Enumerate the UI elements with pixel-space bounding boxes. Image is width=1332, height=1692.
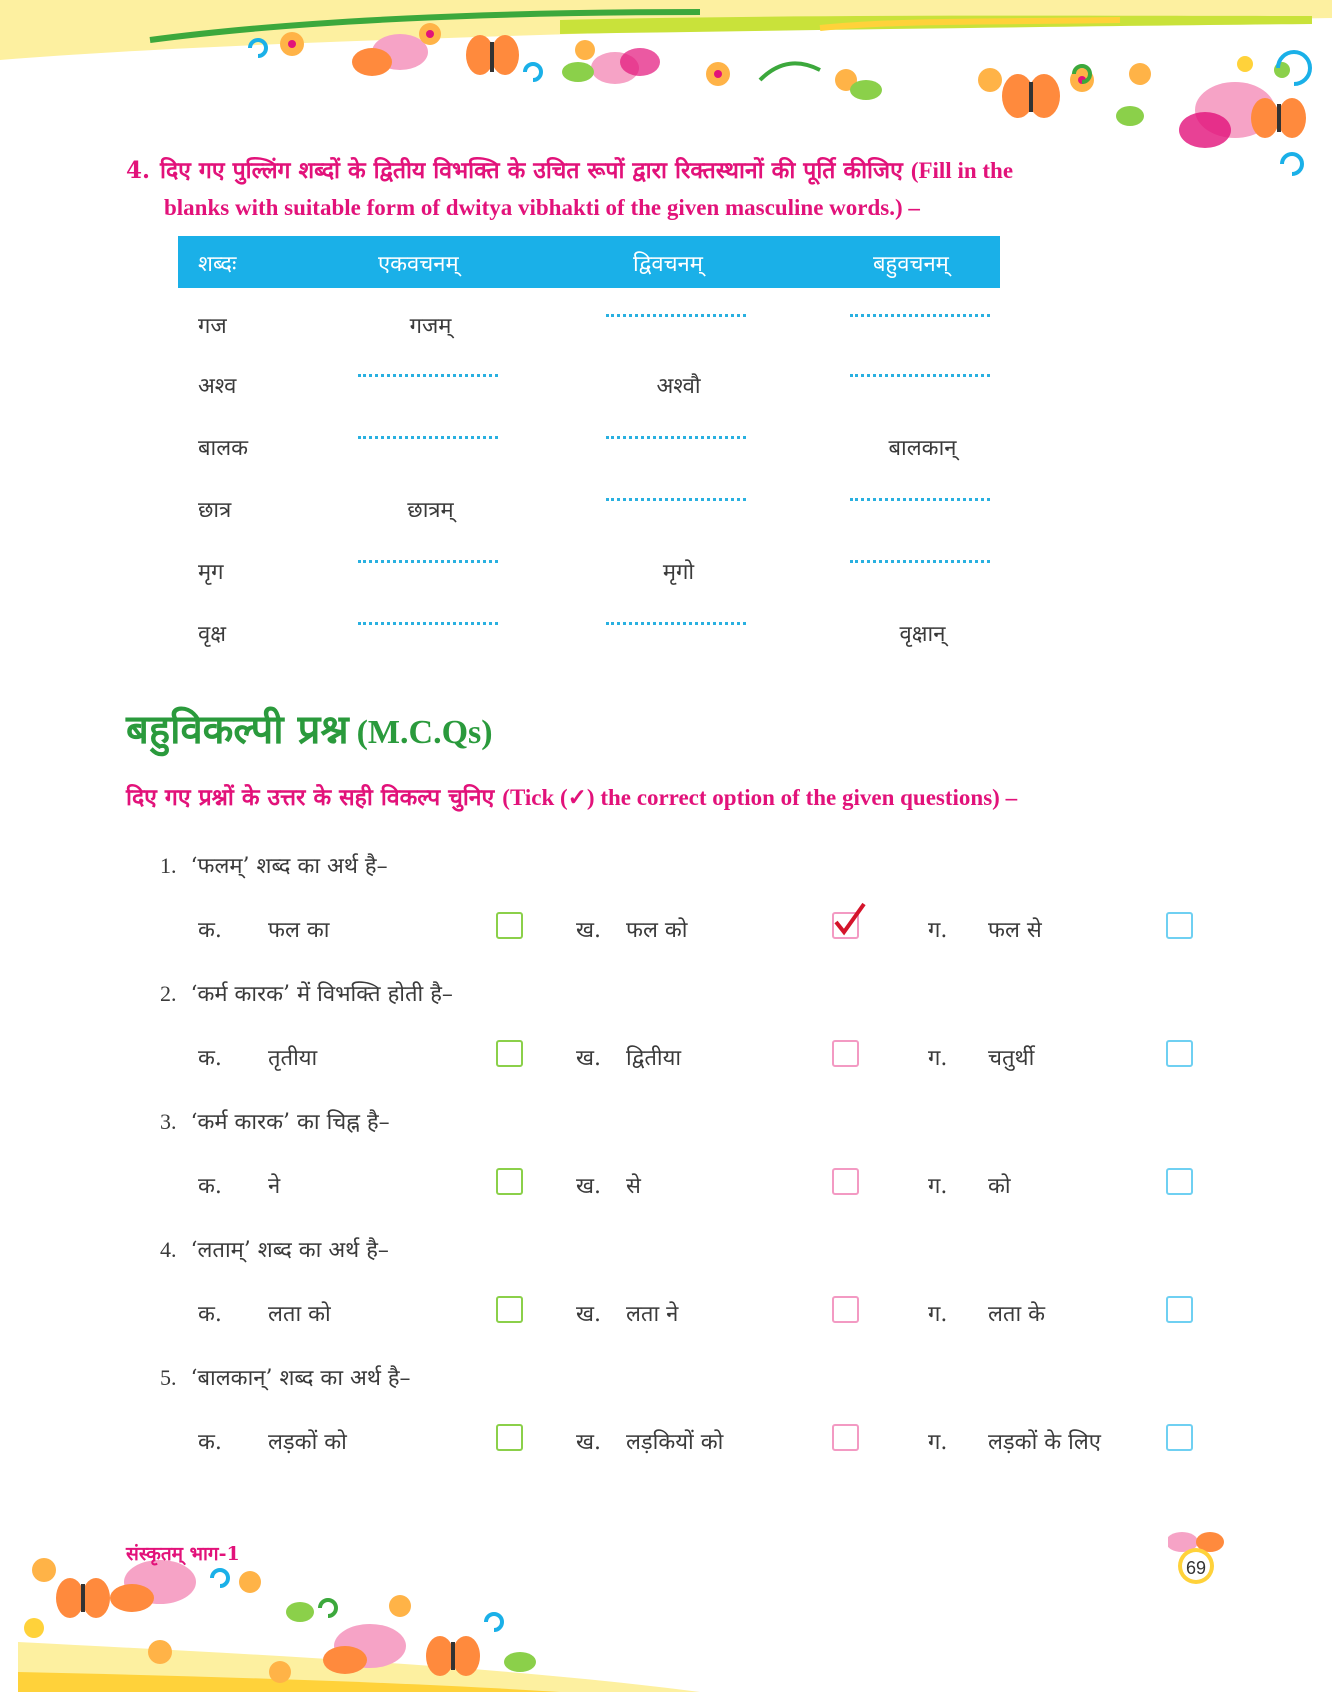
plural-blank[interactable]: [850, 310, 995, 317]
dual-answer: अश्वौ: [656, 374, 701, 399]
table-row: [178, 618, 1000, 658]
table-row: [178, 494, 1000, 534]
option-text: चतुर्थी: [988, 1046, 1035, 1071]
singular-blank[interactable]: [358, 618, 503, 625]
option-checkbox[interactable]: [496, 912, 523, 939]
header-dual: द्विवचनम्: [633, 252, 703, 277]
option-label: क.: [198, 1174, 222, 1199]
table-row: [178, 432, 1000, 472]
butterfly-icon: [591, 48, 660, 84]
question-number: 4.: [126, 157, 151, 184]
option-checkbox[interactable]: [832, 912, 859, 939]
question-number: 4.: [160, 1237, 177, 1262]
dual-blank[interactable]: [606, 310, 751, 317]
header-word: शब्दः: [198, 252, 237, 277]
dual-blank[interactable]: [606, 494, 751, 501]
option-text: फल को: [626, 918, 688, 943]
option-checkbox[interactable]: [496, 1040, 523, 1067]
mcq-question: [160, 1234, 389, 1264]
row-word: बालक: [198, 436, 249, 461]
option-text: फल से: [988, 918, 1042, 943]
butterfly-icon: [1002, 74, 1060, 118]
vibhakti-table-header: [178, 236, 1000, 288]
mcq-title-english: (M.C.Qs): [356, 714, 493, 751]
option-label: ग.: [928, 1174, 948, 1199]
plural-blank[interactable]: [850, 556, 995, 563]
option-text: लड़कों के लिए: [988, 1430, 1101, 1455]
option-label: क.: [198, 1046, 222, 1071]
option-checkbox[interactable]: [832, 1168, 859, 1195]
option-checkbox[interactable]: [832, 1424, 859, 1451]
option-checkbox[interactable]: [496, 1296, 523, 1323]
singular-blank[interactable]: [358, 370, 503, 377]
option-text: लता के: [988, 1302, 1046, 1327]
option-text: से: [626, 1174, 641, 1199]
option-checkbox[interactable]: [1166, 912, 1193, 939]
plural-blank[interactable]: [850, 370, 995, 377]
swirl-icon: [320, 1600, 336, 1616]
question-number: 1.: [160, 853, 177, 878]
option-label: ख.: [576, 918, 601, 943]
question-number: 3.: [160, 1109, 177, 1134]
table-row: [178, 370, 1000, 410]
option-label: ख.: [576, 1302, 601, 1327]
option-checkbox[interactable]: [1166, 1296, 1193, 1323]
plural-blank[interactable]: [850, 494, 995, 501]
dual-blank[interactable]: [606, 618, 751, 625]
row-word: अश्व: [198, 374, 237, 399]
option-checkbox[interactable]: [1166, 1040, 1193, 1067]
question-text: ‘कर्म कारक’ का चिह्न है–: [190, 1110, 390, 1135]
question-text-hindi: दिए गए पुल्लिंग शब्दों के द्वितीय विभक्ति के उचित रूपों द्वारा रिक्तस्थानों की पूर्ति कीजिए: [160, 157, 903, 184]
instruction-hindi: दिए गए प्रश्नों के उत्तर के सही विकल्प चुनिए: [126, 784, 495, 811]
question-text: ‘कर्म कारक’ में विभक्ति होती है–: [190, 982, 453, 1007]
question-text-english-2: blanks with suitable form of dwitya vibhakti of the given masculine words.) –: [164, 195, 920, 220]
option-label: ख.: [576, 1046, 601, 1071]
singular-answer: छात्रम्: [407, 498, 454, 523]
option-label: ख.: [576, 1430, 601, 1455]
option-label: क.: [198, 1430, 222, 1455]
checkmark-icon: [832, 902, 868, 938]
singular-blank[interactable]: [358, 432, 503, 439]
mcq-options-row: [198, 914, 1208, 954]
header-plural: बहुवचनम्: [873, 252, 949, 277]
page-number: 69: [1185, 1558, 1207, 1578]
question-text-english-1: (Fill in the: [910, 158, 1014, 183]
singular-answer: गजम्: [409, 314, 452, 339]
table-row: [178, 556, 1000, 596]
plural-answer: बालकान्: [888, 436, 957, 461]
mcq-options-row: [198, 1426, 1208, 1466]
mcq-options-row: [198, 1298, 1208, 1338]
option-checkbox[interactable]: [832, 1040, 859, 1067]
mcq-question: [160, 850, 388, 880]
row-word: मृग: [198, 560, 224, 585]
question-text: ‘बालकान्’ शब्द का अर्थ है–: [190, 1366, 411, 1391]
option-label: क.: [198, 1302, 222, 1327]
mcq-instruction: [126, 780, 1017, 812]
dual-answer: मृगो: [662, 560, 695, 585]
mcq-question: [160, 1362, 411, 1392]
option-text: को: [988, 1174, 1011, 1199]
option-checkbox[interactable]: [832, 1296, 859, 1323]
option-text: लता ने: [626, 1302, 679, 1327]
butterfly-icon: [56, 1578, 110, 1618]
mcq-options-row: [198, 1042, 1208, 1082]
option-checkbox[interactable]: [1166, 1424, 1193, 1451]
butterfly-icon: [1251, 98, 1306, 138]
header-singular: एकवचनम्: [378, 252, 459, 277]
option-checkbox[interactable]: [496, 1168, 523, 1195]
option-text: लता को: [268, 1302, 331, 1327]
mcq-section-title: [126, 700, 493, 755]
mcq-options-row: [198, 1170, 1208, 1210]
mcq-question: [160, 978, 453, 1008]
option-label: क.: [198, 918, 222, 943]
row-word: छात्र: [198, 498, 232, 523]
butterfly-icon: [466, 35, 519, 75]
option-text: द्वितीया: [626, 1046, 682, 1071]
question-text: ‘लताम्’ शब्द का अर्थ है–: [190, 1238, 389, 1263]
option-text: लड़कों को: [268, 1430, 347, 1455]
dual-blank[interactable]: [606, 432, 751, 439]
mcq-title-hindi: बहुविकल्पी प्रश्न: [126, 707, 349, 753]
option-checkbox[interactable]: [496, 1424, 523, 1451]
option-label: ग.: [928, 918, 948, 943]
option-label: ग.: [928, 1302, 948, 1327]
table-row: [178, 310, 1000, 350]
question-number: 2.: [160, 981, 177, 1006]
mcq-question: [160, 1106, 390, 1136]
plural-answer: वृक्षान्: [899, 622, 946, 647]
singular-blank[interactable]: [358, 556, 503, 563]
option-label: ख.: [576, 1174, 601, 1199]
butterfly-icon: [426, 1636, 480, 1676]
option-checkbox[interactable]: [1166, 1168, 1193, 1195]
option-text: लड़कियों को: [626, 1430, 724, 1455]
question-4-heading: [126, 152, 1216, 226]
option-text: फल का: [268, 918, 330, 943]
option-text: तृतीया: [268, 1046, 318, 1071]
book-title: संस्कृतम् भाग-1: [126, 1543, 240, 1565]
butterfly-icon: [110, 1560, 196, 1612]
row-word: गज: [198, 314, 227, 339]
question-number: 5.: [160, 1365, 177, 1390]
option-text: ने: [268, 1174, 281, 1199]
option-label: ग.: [928, 1430, 948, 1455]
question-text: ‘फलम्’ शब्द का अर्थ है–: [190, 854, 388, 879]
leaf-icon: [562, 62, 1290, 126]
instruction-english: (Tick (✓) the correct option of the given questions) –: [502, 785, 1018, 810]
option-label: ग.: [928, 1046, 948, 1071]
row-word: वृक्ष: [198, 622, 227, 647]
